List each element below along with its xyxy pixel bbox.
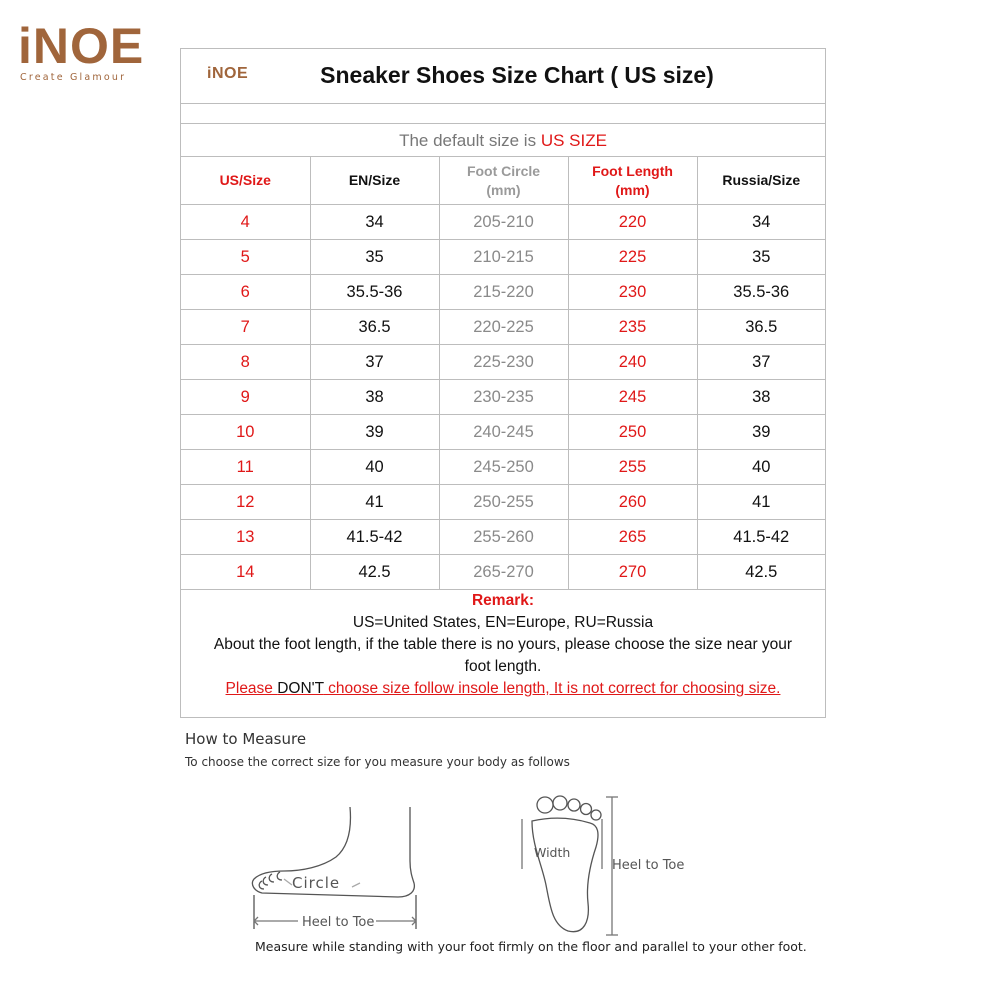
brand-name: iNOE (18, 18, 145, 74)
table-row (181, 555, 825, 590)
cell-russia-size: 34 (697, 205, 825, 240)
cell-en-size: 39 (310, 415, 439, 450)
cell-us-size: 7 (181, 310, 310, 345)
cell-en-size: 34 (310, 205, 439, 240)
brand-tagline: Create Glamour (20, 72, 127, 83)
sole-width-label: Width (534, 845, 571, 860)
measure-note: Measure while standing with your foot firmly on the floor and parallel to your other foot. (255, 939, 807, 954)
cell-us-size: 5 (181, 240, 310, 275)
side-heel-to-toe-label: Heel to Toe (302, 915, 375, 930)
cell-en-size: 41.5-42 (310, 520, 439, 555)
cell-foot-circle: 215-220 (439, 275, 568, 310)
warning-part-c: choose size follow insole length, It is not correct for choosing size. (323, 680, 781, 697)
size-table (181, 157, 825, 590)
cell-russia-size: 39 (697, 415, 825, 450)
cell-foot-length: 220 (568, 205, 697, 240)
cell-russia-size: 35 (697, 240, 825, 275)
header-foot-length-l1: Foot Length (592, 162, 673, 179)
default-size-value: US SIZE (540, 131, 607, 150)
remark-line-2: About the foot length, if the table there is no yours, please choose the size near your (213, 636, 793, 653)
cell-foot-length: 250 (568, 415, 697, 450)
header-en-size: EN/Size (310, 157, 439, 205)
cell-en-size: 40 (310, 450, 439, 485)
cell-russia-size: 42.5 (697, 555, 825, 590)
cell-us-size: 6 (181, 275, 310, 310)
size-chart (180, 48, 826, 718)
cell-russia-size: 41.5-42 (697, 520, 825, 555)
sole-heel-to-toe-label: Heel to Toe (612, 858, 685, 873)
cell-us-size: 12 (181, 485, 310, 520)
table-row (181, 380, 825, 415)
header-foot-circle-l1: Foot Circle (466, 162, 541, 179)
header-foot-circle (439, 157, 568, 205)
cell-us-size: 9 (181, 380, 310, 415)
cell-us-size: 14 (181, 555, 310, 590)
cell-us-size: 13 (181, 520, 310, 555)
cell-en-size: 35.5-36 (310, 275, 439, 310)
cell-foot-circle: 250-255 (439, 485, 568, 520)
remark-block (181, 590, 825, 700)
warning-dont: DON'T (277, 680, 324, 697)
measure-illustration (240, 785, 800, 945)
cell-foot-length: 225 (568, 240, 697, 275)
default-size-prefix: The default size is (399, 131, 541, 150)
header-foot-length (568, 157, 697, 205)
cell-en-size: 35 (310, 240, 439, 275)
cell-en-size: 41 (310, 485, 439, 520)
cell-foot-length: 230 (568, 275, 697, 310)
cell-foot-circle: 265-270 (439, 555, 568, 590)
cell-foot-circle: 210-215 (439, 240, 568, 275)
cell-en-size: 36.5 (310, 310, 439, 345)
table-row (181, 310, 825, 345)
cell-en-size: 38 (310, 380, 439, 415)
chart-title: Sneaker Shoes Size Chart ( US size) (320, 62, 714, 88)
cell-foot-length: 235 (568, 310, 697, 345)
cell-us-size: 10 (181, 415, 310, 450)
how-to-measure-title: How to Measure (185, 730, 307, 748)
cell-foot-length: 265 (568, 520, 697, 555)
cell-foot-circle: 220-225 (439, 310, 568, 345)
cell-en-size: 42.5 (310, 555, 439, 590)
table-row (181, 415, 825, 450)
mini-logo-text: iNOE (207, 65, 249, 82)
header-foot-circle-l2: (mm) (486, 181, 521, 198)
side-foot-drawing (252, 807, 416, 929)
table-header-row (181, 157, 825, 205)
chart-title-row (181, 49, 825, 104)
cell-foot-length: 245 (568, 380, 697, 415)
table-row (181, 345, 825, 380)
default-size-note (181, 124, 825, 157)
cell-foot-length: 260 (568, 485, 697, 520)
cell-russia-size: 35.5-36 (697, 275, 825, 310)
remark-line-1: US=United States, EN=Europe, RU=Russia (352, 614, 654, 631)
table-row (181, 240, 825, 275)
cell-russia-size: 37 (697, 345, 825, 380)
cell-foot-length: 270 (568, 555, 697, 590)
cell-foot-circle: 255-260 (439, 520, 568, 555)
cell-us-size: 4 (181, 205, 310, 240)
sole-foot-drawing (522, 796, 618, 935)
cell-en-size: 37 (310, 345, 439, 380)
cell-russia-size: 38 (697, 380, 825, 415)
header-foot-length-l2: (mm) (615, 181, 650, 198)
cell-foot-circle: 245-250 (439, 450, 568, 485)
cell-russia-size: 36.5 (697, 310, 825, 345)
warning-part-a: Please (225, 680, 278, 697)
table-row (181, 450, 825, 485)
table-row (181, 485, 825, 520)
cell-us-size: 8 (181, 345, 310, 380)
cell-foot-circle: 225-230 (439, 345, 568, 380)
header-russia-size: Russia/Size (697, 157, 825, 205)
cell-russia-size: 40 (697, 450, 825, 485)
remark-title: Remark: (471, 592, 535, 609)
table-row (181, 275, 825, 310)
blank-row (181, 103, 825, 124)
cell-foot-length: 255 (568, 450, 697, 485)
cell-foot-circle: 205-210 (439, 205, 568, 240)
cell-foot-circle: 240-245 (439, 415, 568, 450)
how-to-measure-subtitle: To choose the correct size for you measure your body as follows (185, 755, 570, 769)
cell-foot-circle: 230-235 (439, 380, 568, 415)
header-us-size: US/Size (181, 157, 310, 205)
table-row (181, 520, 825, 555)
side-circle-label: Circle (292, 874, 341, 892)
brand-logo (18, 18, 158, 83)
cell-russia-size: 41 (697, 485, 825, 520)
cell-foot-length: 240 (568, 345, 697, 380)
cell-us-size: 11 (181, 450, 310, 485)
table-row (181, 205, 825, 240)
remark-line-3: foot length. (464, 658, 542, 675)
remark-warning (181, 678, 825, 700)
